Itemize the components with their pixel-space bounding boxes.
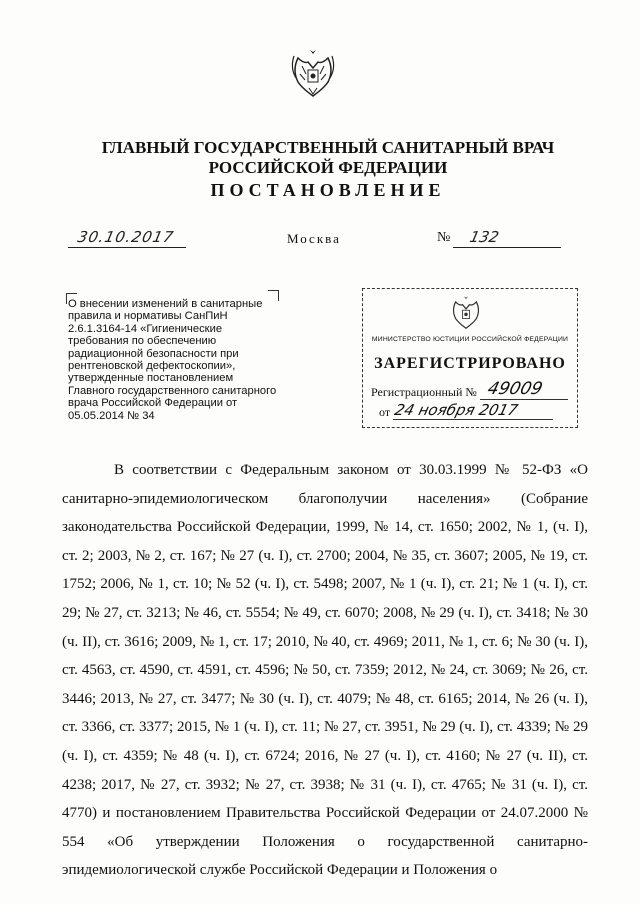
- number-sign: №: [437, 230, 451, 245]
- issuer-title: ГЛАВНЫЙ ГОСУДАРСТВЕННЫЙ САНИТАРНЫЙ ВРАЧ: [101, 138, 555, 157]
- stamp-reg-label: Регистрационный №: [371, 385, 477, 399]
- stamp-emblem-icon: [448, 295, 484, 331]
- stamp-date-row: [379, 401, 553, 420]
- document-date: 30.10.2017: [76, 228, 176, 246]
- stamp-ministry: МИНИСТЕРСТВО ЮСТИЦИИ РОССИЙСКОЙ ФЕДЕРАЦИИ: [371, 336, 569, 343]
- document-number: 132: [468, 228, 501, 246]
- body-paragraph: В соответствии с Федеральным законом от 30.03.1999 № 52-ФЗ «О санитарно-эпидемиологическом благополучии населения» (Собрание законодательства Российской Федерации, 1999, № 14, ст. 1650; 2002, № 1, (ч. I), ст. 2; 2003, № 2, ст. 167; № 27 (ч. I), ст. 2700; 2004, № 35, ст. 3607; 2005, № 19, ст. 1752; 2006, № 1, ст. 10; № 52 (ч. I), ст. 5498; 2007, № 1 (ч. I), ст. 21; № 1 (ч. I), ст. 29; № 27, ст. 3213; № 46, ст. 5554; № 49, ст. 6070; 2008, № 29 (ч. I), ст. 3418; № 30 (ч. II), ст. 3616; 2009, № 1, ст. 17; 2010, № 40, ст. 4969; 2011, № 1, ст. 6; № 30 (ч. I), ст. 4563, ст. 4590, ст. 4591, ст. 4596; № 50, ст. 7359; 2012, № 24, ст. 3069; № 26, ст. 3446; 2013, № 27, ст. 3477; № 30 (ч. I), ст. 4079; № 48, ст. 6165; 2014, № 26 (ч. I), ст. 3366, ст. 3377; 2015, № 1 (ч. I), ст. 11; № 27, ст. 3951, № 29 (ч. I), ст. 4339; № 29 (ч. I), ст. 4359; № 48 (ч. I), ст. 6724; 2016, № 27 (ч. I), ст. 4160; № 27 (ч. II), ст. 4238; 2017, № 27, ст. 3932; № 27, ст. 3938; № 31 (ч. I), ст. 4765; № 31 (ч. I), ст. 4770) и постановлением Правительства Российской Федерации от 24.07.2000 № 554 «Об утверждении Положения о государственной санитарно-эпидемиологической службе Российской Федерации и Положения о: [62, 462, 588, 879]
- issuer-title-country: РОССИЙСКОЙ ФЕДЕРАЦИИ: [208, 158, 448, 177]
- stamp-reg-number: 49009: [485, 379, 545, 399]
- coat-of-arms-icon: [288, 48, 338, 100]
- stamp-reg-row: [371, 379, 568, 400]
- document-type: ПОСТАНОВЛЕНИЕ: [210, 180, 446, 200]
- city: Москва: [287, 231, 341, 246]
- registration-stamp: [362, 288, 578, 428]
- stamp-date-value: 24 ноября 2017: [392, 401, 520, 419]
- stamp-date-prefix: от: [379, 405, 391, 419]
- stamp-registered: ЗАРЕГИСТРИРОВАНО: [374, 355, 566, 372]
- document-subject: О внесении изменений в санитарные правила и нормативы СанПиН 2.6.1.3164-14 «Гигиенические требования по обеспечению радиационной безопасности при рентгеновской дефектоскопии», утвержденные постановлением Главного государственного санитарного врача Российской Федерации от 05.05.2014 № 34: [68, 298, 277, 422]
